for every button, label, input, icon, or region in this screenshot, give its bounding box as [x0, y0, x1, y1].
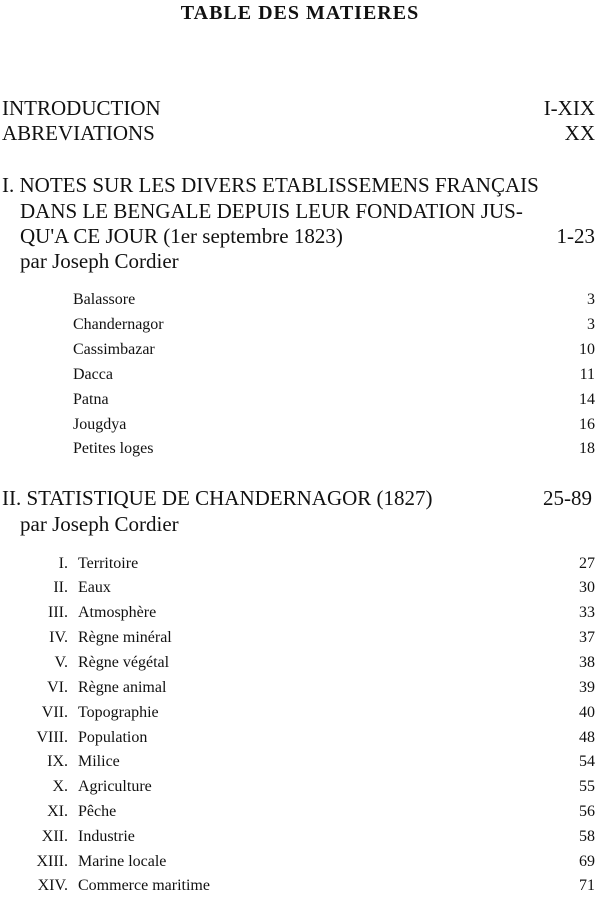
item-page: 16: [579, 416, 595, 433]
section-2-heading-text: II. STATISTIQUE DE CHANDERNAGOR (1827): [2, 486, 433, 510]
item-page: 54: [579, 753, 595, 770]
item-number: IX.: [47, 753, 68, 770]
item-page: 10: [579, 341, 595, 358]
toc-entry-abreviations[interactable]: [0, 121, 600, 145]
item-page: 39: [579, 679, 595, 696]
list-item[interactable]: [0, 339, 600, 363]
item-label: Commerce maritime: [78, 877, 210, 894]
list-item[interactable]: [0, 826, 600, 850]
item-number: VII.: [41, 704, 68, 721]
entry-label: ABREVIATIONS: [2, 121, 155, 145]
section-1-heading-line-1[interactable]: I. NOTES SUR LES DIVERS ETABLISSEMENS FRANÇAIS: [2, 173, 539, 197]
item-label: Chandernagor: [73, 316, 164, 333]
item-label: Industrie: [78, 828, 135, 845]
list-item[interactable]: [0, 652, 600, 676]
list-item[interactable]: [0, 289, 600, 313]
item-label: Dacca: [73, 366, 113, 383]
item-label: Territoire: [78, 555, 139, 572]
item-page: 58: [579, 828, 595, 845]
item-number: V.: [54, 654, 68, 671]
list-item[interactable]: [0, 364, 600, 388]
section-1-author: par Joseph Cordier: [20, 249, 179, 273]
item-page: 71: [579, 877, 595, 894]
item-page: 37: [579, 629, 595, 646]
entry-label: INTRODUCTION: [2, 96, 161, 120]
list-item[interactable]: [0, 389, 600, 413]
item-page: 56: [579, 803, 595, 820]
list-item[interactable]: [0, 414, 600, 438]
item-number: IV.: [49, 629, 68, 646]
item-number: VIII.: [36, 729, 68, 746]
item-label: Atmosphère: [78, 604, 157, 621]
item-page: 55: [579, 778, 595, 795]
item-number: VI.: [47, 679, 68, 696]
section-1-heading-line-3: [20, 224, 595, 248]
page-title: TABLE DES MATIERES: [180, 2, 420, 24]
list-item[interactable]: [0, 677, 600, 701]
item-label: Balassore: [73, 291, 136, 308]
list-item[interactable]: [0, 851, 600, 875]
list-item[interactable]: [0, 801, 600, 825]
toc-entry-introduction[interactable]: [0, 96, 600, 120]
item-label: Règne animal: [78, 679, 167, 696]
item-page: 33: [579, 604, 595, 621]
item-number: III.: [48, 604, 68, 621]
item-number: X.: [52, 778, 68, 795]
item-number: II.: [53, 579, 68, 596]
item-label: Règne végétal: [78, 654, 170, 671]
section-2-pages: 25-89: [543, 486, 592, 510]
list-item[interactable]: [0, 875, 600, 899]
list-item[interactable]: [0, 751, 600, 775]
item-label: Milice: [78, 753, 120, 770]
item-label: Marine locale: [78, 853, 167, 870]
entry-pages: XX: [564, 121, 595, 145]
item-number: XII.: [41, 828, 68, 845]
item-page: 27: [579, 555, 595, 572]
section-1-heading-line-2: DANS LE BENGALE DEPUIS LEUR FONDATION JUS-: [20, 199, 523, 223]
item-label: Agriculture: [78, 778, 152, 795]
entry-pages: I-XIX: [543, 96, 595, 120]
list-item[interactable]: [0, 627, 600, 651]
section-2-author: par Joseph Cordier: [20, 512, 179, 536]
item-label: Population: [78, 729, 148, 746]
item-page: 48: [579, 729, 595, 746]
item-page: 14: [579, 391, 595, 408]
item-page: 69: [579, 853, 595, 870]
item-number: I.: [58, 555, 68, 572]
item-number: XIV.: [37, 877, 68, 894]
item-label: Cassimbazar: [73, 341, 155, 358]
section-1-pages: 1-23: [556, 224, 595, 248]
item-page: 3: [587, 316, 595, 333]
list-item[interactable]: [0, 553, 600, 577]
list-item[interactable]: [0, 776, 600, 800]
item-label: Règne minéral: [78, 629, 172, 646]
item-label: Eaux: [78, 579, 111, 596]
list-item[interactable]: [0, 577, 600, 601]
item-label: Petites loges: [73, 440, 154, 457]
item-page: 18: [579, 440, 595, 457]
item-page: 38: [579, 654, 595, 671]
list-item[interactable]: [0, 314, 600, 338]
item-number: XIII.: [36, 853, 68, 870]
list-item[interactable]: [0, 438, 600, 462]
item-page: 30: [579, 579, 595, 596]
item-page: 11: [579, 366, 595, 383]
item-page: 40: [579, 704, 595, 721]
item-label: Pêche: [78, 803, 117, 820]
list-item[interactable]: [0, 602, 600, 626]
item-page: 3: [587, 291, 595, 308]
item-number: XI.: [47, 803, 68, 820]
list-item[interactable]: [0, 702, 600, 726]
section-1-heading-text: QU'A CE JOUR (1er septembre 1823): [20, 224, 343, 248]
section-2-heading[interactable]: [2, 486, 592, 510]
item-label: Jougdya: [73, 416, 127, 433]
item-label: Patna: [73, 391, 109, 408]
list-item[interactable]: [0, 727, 600, 751]
item-label: Topographie: [78, 704, 159, 721]
